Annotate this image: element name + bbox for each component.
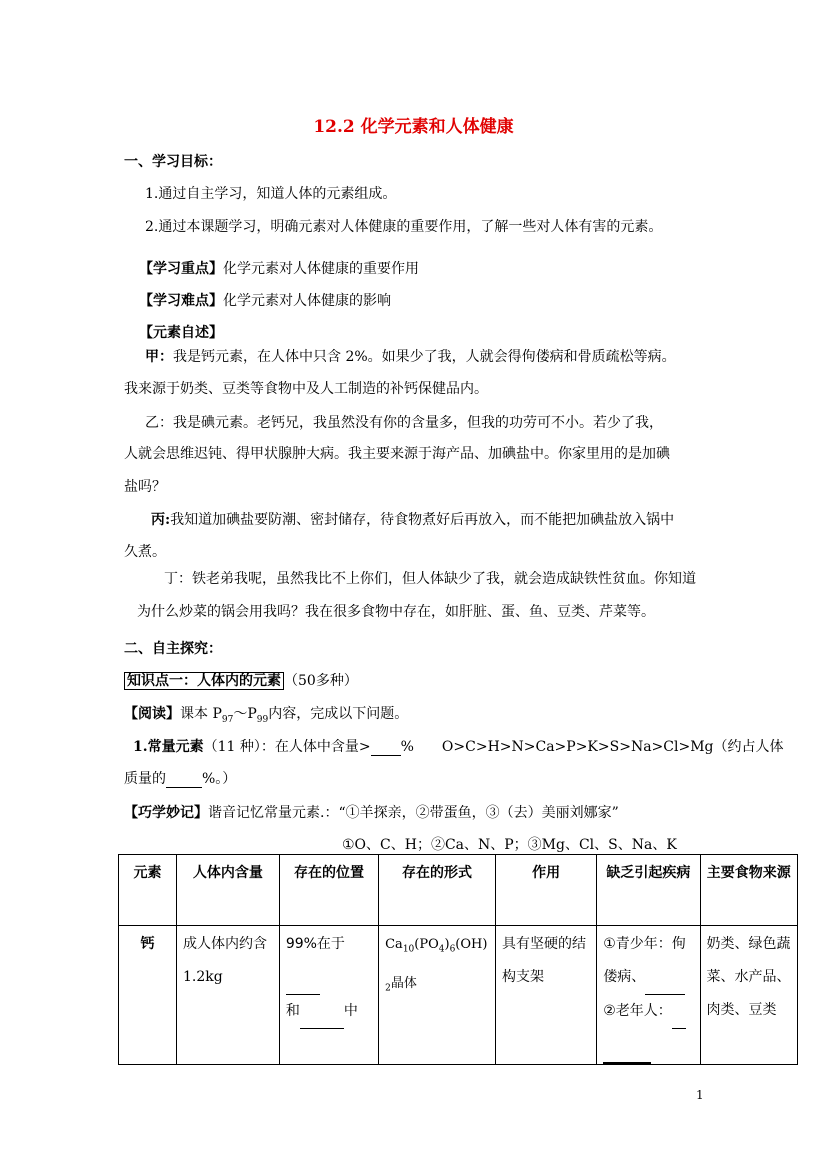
focus-text: 化学元素对人体健康的重要作用 <box>223 261 419 277</box>
table-row <box>119 926 798 1065</box>
difficulty-text: 化学元素对人体健康的影响 <box>223 293 391 309</box>
disease-text-b: ②老年人： <box>603 1003 672 1019</box>
macro-text-c: 质量的 <box>124 771 166 787</box>
form-sub-4: 2 <box>385 983 391 994</box>
section1-heading: 一、学习目标： <box>124 154 222 170</box>
header-cell: 元素 <box>119 855 177 926</box>
yi-line-3: 盐吗？ <box>124 479 166 495</box>
form-sub-2: 4 <box>438 944 445 955</box>
form-a: Ca <box>385 937 403 952</box>
reading-text-b: ～P <box>233 706 257 722</box>
page-number: 1 <box>696 1088 704 1102</box>
goal-1: 1.通过自主学习，知道人体的元素组成。 <box>145 186 397 202</box>
reading-sub-2: 99 <box>256 714 269 725</box>
header-cell: 作用 <box>496 855 597 926</box>
answer-blank[interactable] <box>371 739 401 756</box>
reading-sub-1: 97 <box>221 714 234 725</box>
reading-line <box>124 703 408 725</box>
answer-blank[interactable] <box>603 1029 651 1064</box>
reading-text-a: 课本 P <box>180 706 222 722</box>
bing-label: 丙: <box>151 512 171 528</box>
macro-elements-label: 1.常量元素 <box>133 739 204 755</box>
location-line-1 <box>286 928 372 995</box>
jia-label: 甲： <box>145 349 173 365</box>
cell-location <box>279 926 378 1065</box>
form-e: 晶体 <box>390 975 417 991</box>
elements-table <box>118 854 798 1065</box>
goal-2: 2.通过本课题学习，明确元素对人体健康的重要作用，了解一些对人体有害的元素。 <box>145 219 663 235</box>
header-cell: 存在的形式 <box>379 855 496 926</box>
cell-element: 钙 <box>119 926 177 1065</box>
study-difficulty <box>139 290 391 310</box>
reading-text-c: 内容，完成以下问题。 <box>268 706 409 722</box>
macro-elements-line-2 <box>124 768 236 788</box>
form-c: ) <box>444 937 450 952</box>
mnemonic-key: ①O、C、H；②Ca、N、P；③Mg、Cl、S、Na、K <box>342 837 677 853</box>
answer-blank[interactable] <box>300 995 344 1029</box>
macro-elements-line-1 <box>133 736 784 756</box>
macro-text-d: %。） <box>202 771 237 787</box>
cell-form <box>379 926 496 1065</box>
header-cell: 主要食物来源 <box>700 855 797 926</box>
jia-line-2: 我来源于奶类、豆类等食物中及人工制造的补钙保健品内。 <box>124 381 488 397</box>
location-line-2 <box>286 995 372 1029</box>
mnemonic-text: 谐音记忆常量元素.：“①羊探亲，②带蛋鱼，③（去）美丽刘娜家” <box>208 805 619 821</box>
form-b: (PO <box>414 937 439 952</box>
header-cell: 人体内含量 <box>177 855 280 926</box>
jia-line-1 <box>145 346 676 366</box>
ding-line-1: 丁：铁老弟我呢，虽然我比不上你们，但人体缺少了我，就会造成缺铁性贫血。你知道 <box>164 571 696 587</box>
answer-blank[interactable] <box>645 961 685 995</box>
form-d: (OH) <box>455 937 488 952</box>
bing-line-1 <box>151 509 674 529</box>
cell-food: 奶类、绿色蔬菜、水产品、肉类、豆类 <box>700 926 797 1065</box>
location-text-b: 和 <box>285 1003 300 1019</box>
form-sub-1: 10 <box>402 944 415 955</box>
macro-text-a: （11 种）：在人体中含量> <box>203 739 371 755</box>
yi-line-2: 人就会思维迟钝、得甲状腺肿大病。我主要来源于海产品、加碘盐中。你家里用的是加碘 <box>124 446 670 462</box>
mnemonic-line <box>124 802 619 822</box>
macro-text-b: % O>C>H>N>Ca>P>K>S>Na>Cl>Mg（约占人体 <box>400 739 784 755</box>
mnemonic-label: 【巧学妙记】 <box>124 805 208 821</box>
bing-text: 我知道加碘盐要防潮、密封储存，待食物煮好后再放入，而不能把加碘盐放入锅中 <box>170 512 675 528</box>
location-text-a: 99%在于 <box>285 936 345 952</box>
yi-line-1: 乙：我是碘元素。老钙兄，我虽然没有你的含量多，但我的功劳可不小。若少了我， <box>145 415 663 431</box>
answer-blank[interactable] <box>166 771 202 788</box>
header-cell: 缺乏引起疾病 <box>597 855 700 926</box>
page-title: 12.2 化学元素和人体健康 <box>313 117 514 137</box>
bing-line-2: 久煮。 <box>124 544 166 560</box>
reading-label: 【阅读】 <box>124 706 180 722</box>
form-line-2 <box>385 967 489 1006</box>
answer-blank[interactable] <box>286 961 320 995</box>
self-intro-label: 【元素自述】 <box>139 325 223 341</box>
knowledge-point-count: （50多种） <box>284 673 358 689</box>
study-focus <box>139 258 419 278</box>
answer-blank[interactable] <box>672 995 686 1029</box>
section2-heading: 二、自主探究： <box>124 641 222 657</box>
jia-text: 我是钙元素，在人体中只含 2%。如果少了我，人就会得佝偻病和骨质疏松等病。 <box>173 349 676 365</box>
table-header-row <box>119 855 798 926</box>
location-text-c: 中 <box>343 1003 358 1019</box>
knowledge-point <box>124 670 358 690</box>
header-cell: 存在的位置 <box>279 855 378 926</box>
difficulty-label: 【学习难点】 <box>139 293 223 309</box>
disease-text-a: ①青少年：佝偻病、 <box>603 936 686 985</box>
disease-line-1 <box>603 928 693 995</box>
cell-content: 成人体内约含1.2kg <box>177 926 280 1065</box>
form-sub-3: 6 <box>449 944 456 955</box>
knowledge-point-label: 知识点一：人体内的元素 <box>124 672 284 690</box>
cell-role: 具有坚硬的结构支架 <box>496 926 597 1065</box>
cell-disease <box>597 926 700 1065</box>
disease-line-2 <box>603 995 693 1029</box>
form-line-1 <box>385 928 489 967</box>
ding-line-2: 为什么炒菜的锅会用我吗？我在很多食物中存在，如肝脏、蛋、鱼、豆类、芹菜等。 <box>137 604 655 620</box>
focus-label: 【学习重点】 <box>139 261 223 277</box>
disease-line-3 <box>603 1029 693 1064</box>
